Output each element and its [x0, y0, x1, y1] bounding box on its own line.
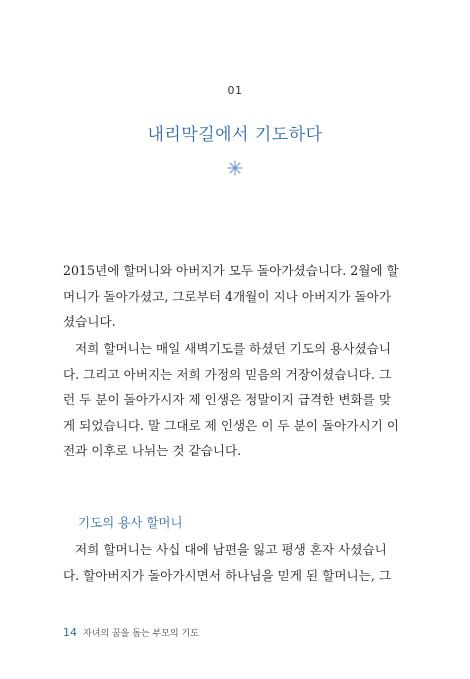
paragraph-2	[63, 336, 411, 464]
paragraph-line: 2015년에 할머니와 아버지가 모두 돌아가셨습니다. 2월에 할	[63, 263, 399, 278]
paragraph-line: 게 되었습니다. 말 그대로 제 인생은 이 두 분이 돌아가시기 이	[63, 417, 400, 433]
paragraph-line: 저희 할머니는 사십 대에 남편을 잃고 평생 혼자 사셨습니	[75, 542, 387, 557]
paragraph-line: 셨습니다.	[63, 314, 116, 329]
paragraph-3	[63, 537, 411, 588]
chapter-number: 01	[227, 84, 243, 97]
paragraph-line: 전과 이후로 나뉘는 것 같습니다.	[63, 443, 242, 458]
paragraph-1	[63, 258, 411, 335]
section-heading: 기도의 용사 할머니	[78, 515, 183, 530]
paragraph-line: 머니가 돌아가셨고, 그로부터 4개월이 지나 아버지가 돌아가	[63, 288, 392, 304]
paragraph-line: 저희 할머니는 매일 새벽기도를 하셨던 기도의 용사셨습니	[75, 341, 391, 356]
paragraph-line: 다. 할아버지가 돌아가시면서 하나님을 믿게 된 할머니는, 그	[63, 567, 392, 583]
page-number: 14	[63, 626, 77, 639]
page-footer	[63, 626, 199, 639]
paragraph-line: 런 두 분이 돌아가시자 제 인생은 정말이지 급격한 변화를 맞	[63, 392, 392, 407]
chapter-title: 내리막길에서 기도하다	[147, 125, 323, 145]
snowflake-icon	[227, 160, 243, 176]
book-title: 자녀의 꿈을 돕는 부모의 기도	[83, 629, 199, 639]
paragraph-line: 다. 그리고 아버지는 저희 가정의 믿음의 거장이셨습니다. 그	[63, 366, 392, 382]
